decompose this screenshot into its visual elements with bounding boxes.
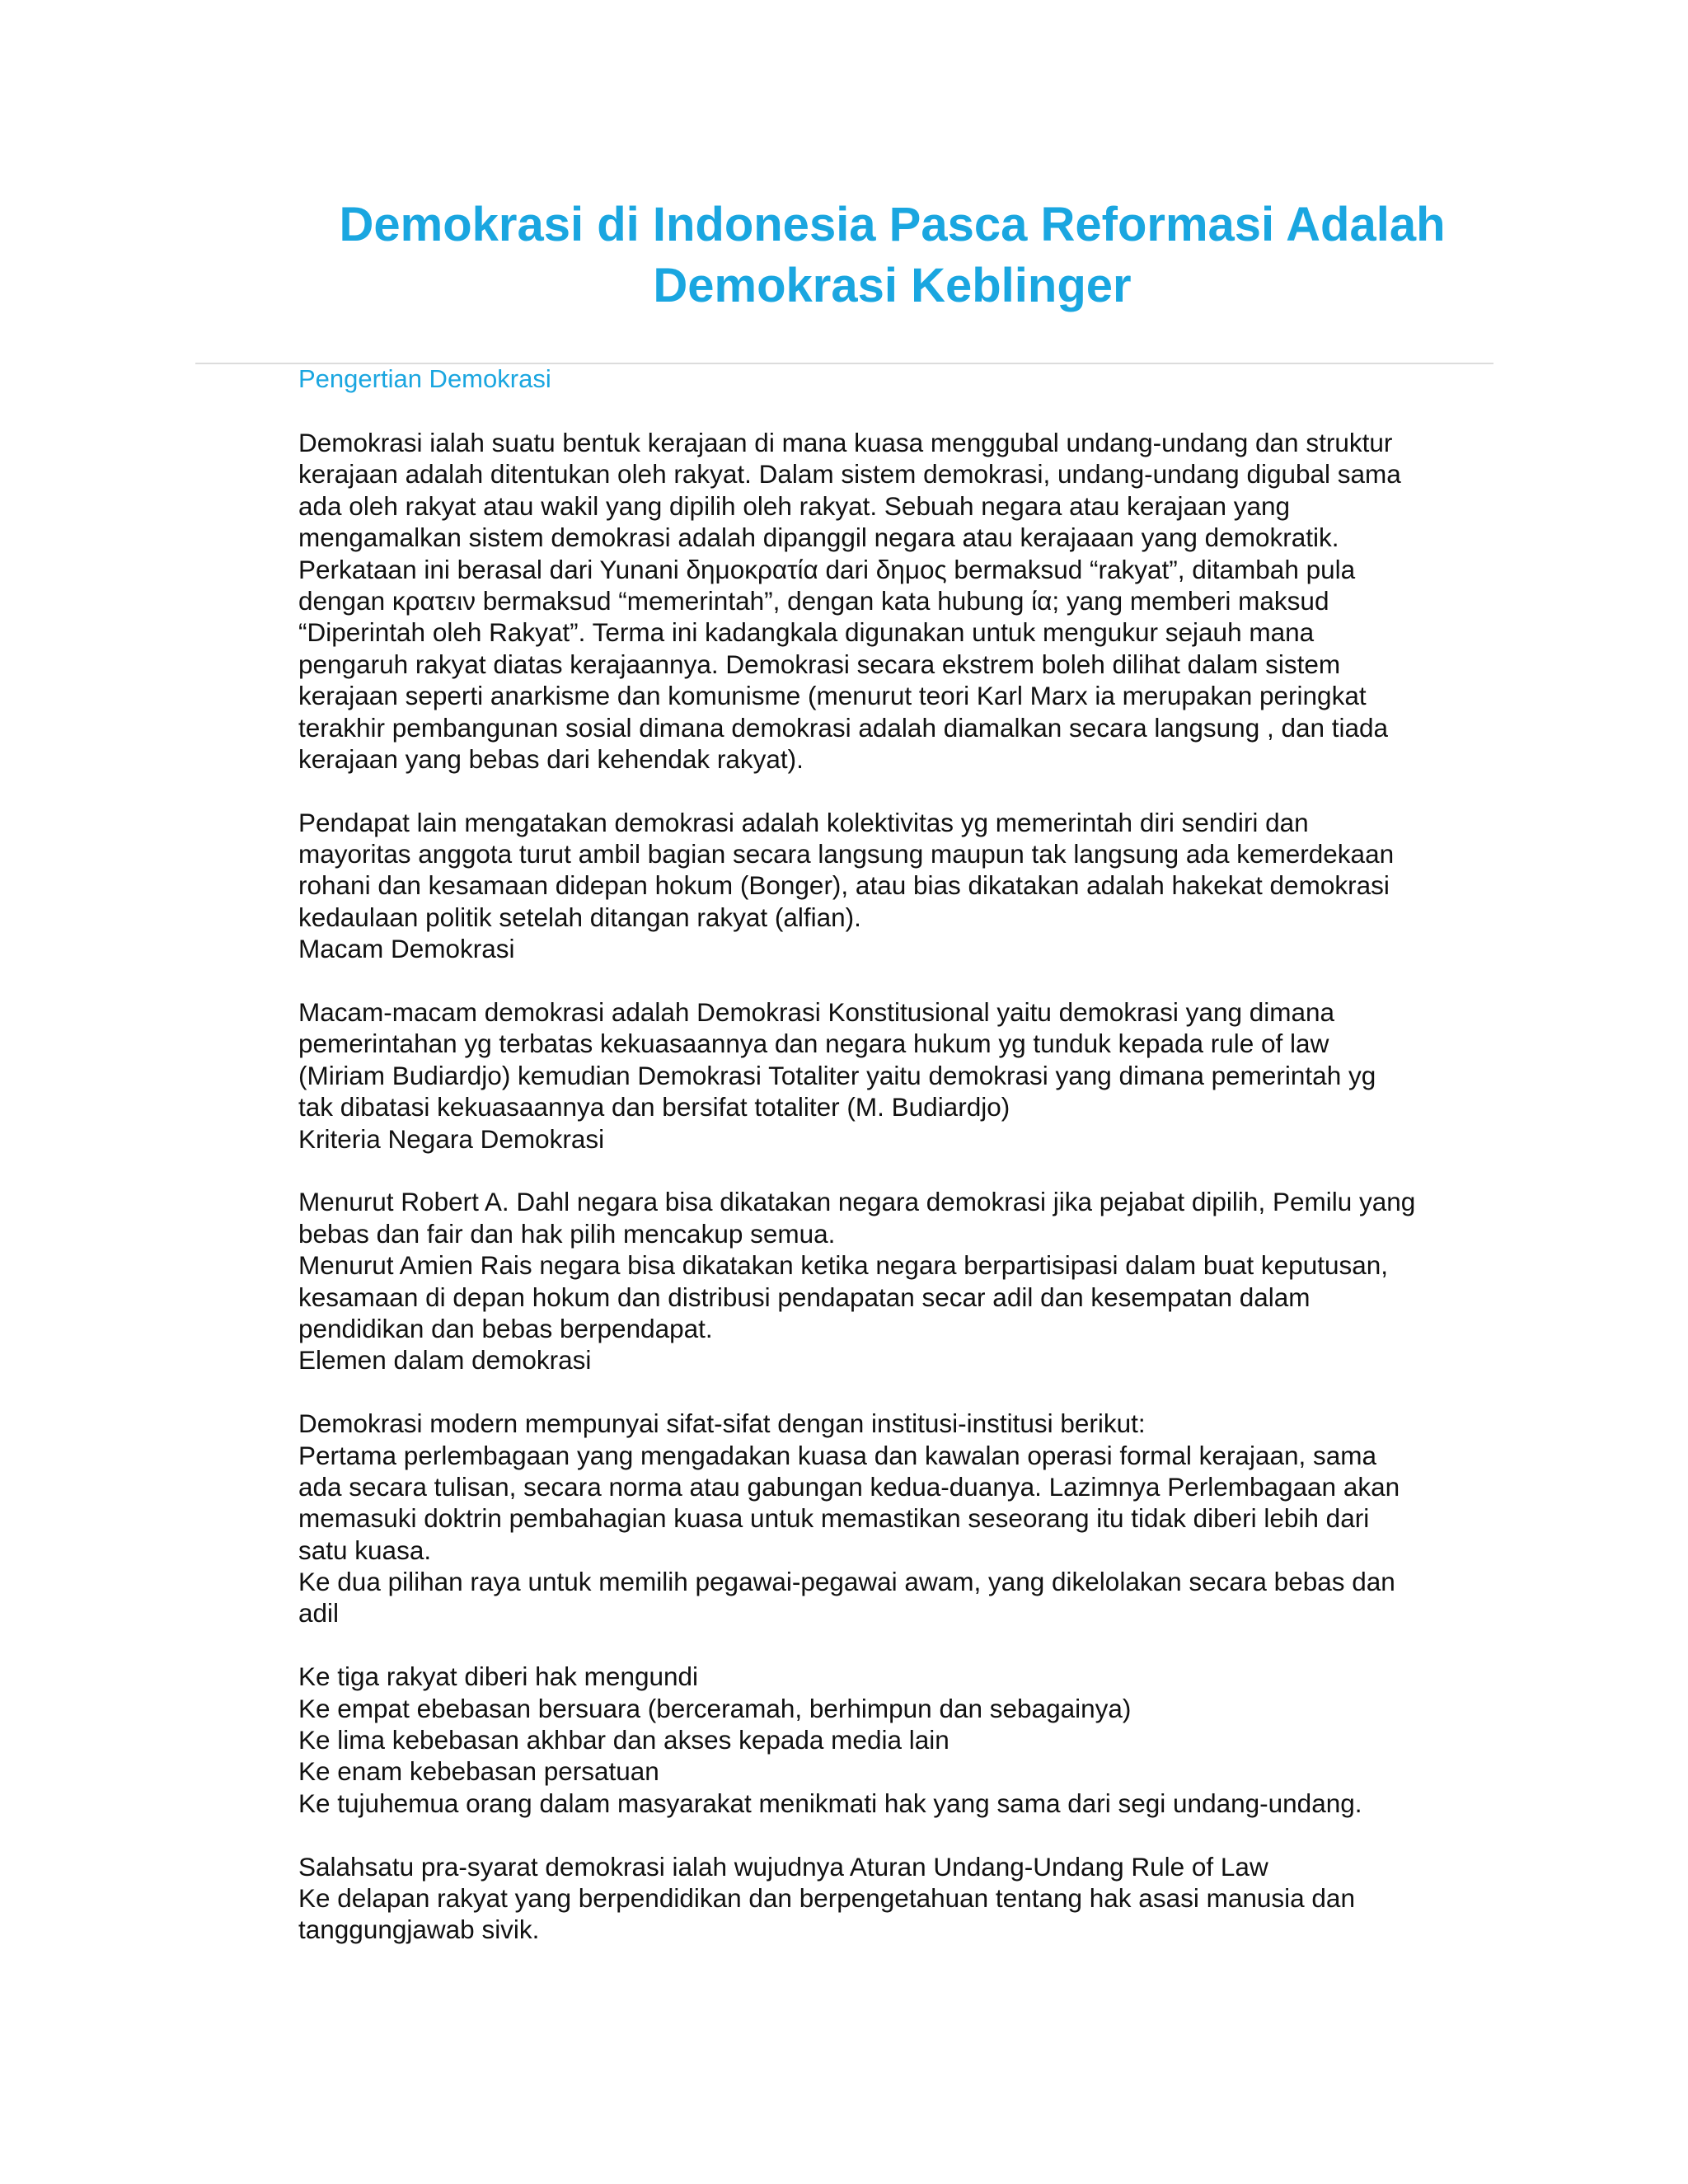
- body-line: Perkataan ini berasal dari Yunani δημοκρατία dari δημος bermaksud “rakyat”, ditambah pula: [298, 554, 1356, 584]
- body-line: Pendapat lain mengatakan demokrasi adalah kolektivitas yg memerintah diri sendiri dan: [298, 807, 1309, 837]
- body-line: kedaulaan politik setelah ditangan rakyat (alfian).: [298, 902, 861, 932]
- body-line: dengan κρατειν bermaksud “memerintah”, dengan kata hubung ία; yang memberi maksud: [298, 585, 1329, 616]
- body-line: Ke enam kebebasan persatuan: [298, 1756, 659, 1787]
- body-line: Ke dua pilihan raya untuk memilih pegawai-pegawai awam, yang dikelolakan secara bebas dan: [298, 1567, 1395, 1597]
- body-line: Elemen dalam demokrasi: [298, 1345, 592, 1376]
- body-line: Macam Demokrasi: [298, 934, 515, 964]
- body-line: Ke empat ebebasan bersuara (berceramah, berhimpun dan sebagainya): [298, 1693, 1132, 1723]
- body-line: Ke tujuhemua orang dalam masyarakat menikmati hak yang sama dari segi undang-undang.: [298, 1788, 1362, 1818]
- body-line: pemerintahan yg terbatas kekuasaannya dan negara hukum yg tunduk kepada rule of law: [298, 1029, 1329, 1059]
- body-line: pengaruh rakyat diatas kerajaannya. Demokrasi secara ekstrem boleh dilihat dalam sistem: [298, 649, 1341, 679]
- page-title: [272, 194, 1512, 316]
- body-line: kerajaan yang bebas dari kehendak rakyat).: [298, 743, 804, 774]
- body-line: Demokrasi ialah suatu bentuk kerajaan di mana kuasa menggubal undang-undang dan struktur: [298, 428, 1393, 457]
- paragraph-gap: [298, 1819, 1502, 1850]
- body-line: ada secara tulisan, secara norma atau gabungan kedua-duanya. Lazimnya Perlembagaan akan: [298, 1471, 1400, 1502]
- paragraph-gap: [298, 1376, 1502, 1408]
- body-line: bebas dan fair dan hak pilih mencakup semua.: [298, 1218, 836, 1249]
- page-title-line: Demokrasi Keblinger: [653, 259, 1132, 312]
- body-line: kesamaan di depan hokum dan distribusi pendapatan secar adil dan kesempatan dalam: [298, 1282, 1311, 1312]
- body-line: Salahsatu pra-syarat demokrasi ialah wujudnya Aturan Undang-Undang Rule of Law: [298, 1851, 1268, 1882]
- body-line: rohani dan kesamaan didepan hokum (Bonger), atau bias dikatakan adalah hakekat demokrasi: [298, 870, 1390, 901]
- paragraph-gap: [298, 1155, 1502, 1186]
- body-line: kerajaan adalah ditentukan oleh rakyat. Dalam sistem demokrasi, undang-undang digubal sama: [298, 459, 1401, 490]
- body-line: Menurut Robert A. Dahl negara bisa dikatakan negara demokrasi jika pejabat dipilih, Pemilu yang: [298, 1187, 1416, 1217]
- body-line: Pertama perlembagaan yang mengadakan kuasa dan kawalan operasi formal kerajaan, sama: [298, 1440, 1377, 1470]
- paragraph-gap: [298, 775, 1502, 806]
- body-line: tak dibatasi kekuasaannya dan bersifat totaliter (M. Budiardjo): [298, 1092, 1010, 1122]
- body-line: mayoritas anggota turut ambil bagian secara langsung maupun tak langsung ada kemerdekaan: [298, 839, 1395, 869]
- paragraph-gap: [298, 1629, 1502, 1661]
- body-line: satu kuasa.: [298, 1535, 432, 1565]
- body-line: Macam-macam demokrasi adalah Demokrasi Konstitusional yaitu demokrasi yang dimana: [298, 997, 1335, 1028]
- section-subtitle: Pengertian Demokrasi: [298, 364, 551, 393]
- page-title-line: Demokrasi di Indonesia Pasca Reformasi Adalah: [339, 198, 1446, 251]
- body-line: Demokrasi modern mempunyai sifat-sifat dengan institusi-institusi berikut:: [298, 1408, 1146, 1439]
- body-text: [298, 427, 1502, 1946]
- body-line: memasuki doktrin pembahagian kuasa untuk memastikan seseorang itu tidak diberi lebih dari: [298, 1503, 1370, 1534]
- body-line: ada oleh rakyat atau wakil yang dipilih oleh rakyat. Sebuah negara atau kerajaan yang: [298, 490, 1291, 521]
- body-line: terakhir pembangunan sosial dimana demokrasi adalah diamalkan secara langsung , dan tiada: [298, 712, 1389, 743]
- body-line: Ke delapan rakyat yang berpendidikan dan berpengetahuan tentang hak asasi manusia dan: [298, 1882, 1355, 1913]
- body-line: mengamalkan sistem demokrasi adalah dipanggil negara atau kerajaaan yang demokratik.: [298, 523, 1339, 553]
- body-line: adil: [298, 1598, 340, 1629]
- body-line: “Diperintah oleh Rakyat”. Terma ini kadangkala digunakan untuk mengukur sejauh mana: [298, 617, 1315, 648]
- body-line: tanggungjawab sivik.: [298, 1915, 540, 1945]
- body-line: kerajaan seperti anarkisme dan komunisme (menurut teori Karl Marx ia merupakan peringkat: [298, 681, 1367, 711]
- body-line: pendidikan dan bebas berpendapat.: [298, 1313, 713, 1343]
- body-line: Ke tiga rakyat diberi hak mengundi: [298, 1661, 699, 1692]
- paragraph-gap: [298, 965, 1502, 996]
- body-line: Menurut Amien Rais negara bisa dikatakan ketika negara berpartisipasi dalam buat keputusan,: [298, 1250, 1389, 1281]
- body-line: Kriteria Negara Demokrasi: [298, 1123, 605, 1154]
- body-line: (Miriam Budiardjo) kemudian Demokrasi Totaliter yaitu demokrasi yang dimana pemerintah yg: [298, 1060, 1376, 1090]
- body-line: Ke lima kebebasan akhbar dan akses kepada media lain: [298, 1725, 950, 1755]
